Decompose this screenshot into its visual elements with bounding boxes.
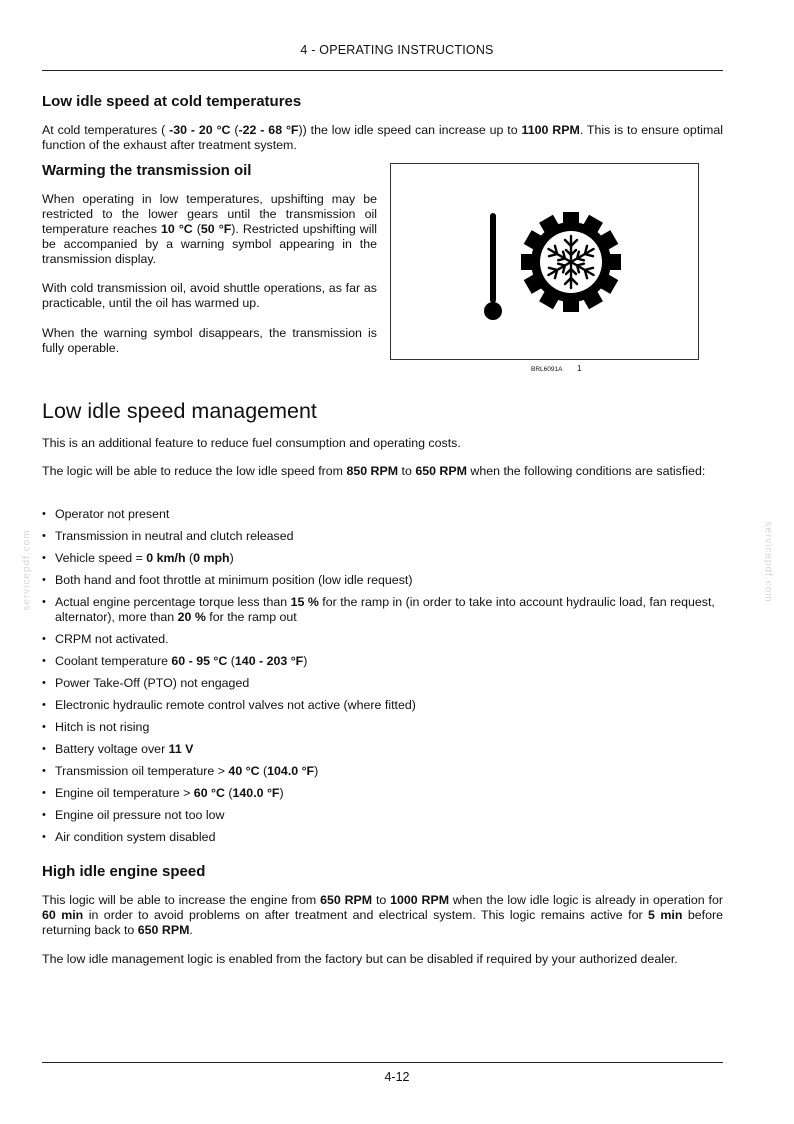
condition-item: • Battery voltage over 11 V <box>42 742 723 757</box>
watermark-left: servicepdf.com <box>21 529 33 611</box>
page-header-title: 4 - OPERATING INSTRUCTIONS <box>300 43 494 57</box>
bold-value: 60 °C <box>193 786 225 800</box>
bold-value: 0 mph <box>193 551 230 565</box>
paragraph-management-logic: The logic will be able to reduce the low idle speed from 850 RPM to 650 RPM when the following conditions are satisfied: <box>42 464 706 478</box>
bold-value: 140.0 °F <box>232 786 280 800</box>
condition-item: • Both hand and foot throttle at minimum position (low idle request) <box>42 573 723 588</box>
footer-rule <box>42 1062 723 1063</box>
bold-value: 850 RPM <box>346 464 399 478</box>
bold-value: 11 V <box>168 742 194 756</box>
paragraph-cold-idle: At cold temperatures ( -30 - 20 °C (-22 - 68 °F)) the low idle speed can increase up to 1100 RPM. This is to ensure optimal function of the exhaust after treatment system. <box>42 123 723 152</box>
bold-value: 104.0 °F <box>267 764 315 778</box>
condition-item: • Actual engine percentage torque less than 15 % for the ramp in (in order to take into account hydraulic load, fan request, alternator), more than 20 % for the ramp out <box>42 595 723 625</box>
bold-value: 0 km/h <box>146 551 186 565</box>
condition-item: • Coolant temperature 60 - 95 °C (140 - 203 °F) <box>42 654 723 669</box>
heading-warming-oil: Warming the transmission oil <box>42 162 252 179</box>
snowflake-gear-icon <box>521 212 621 312</box>
bold-value: 650 RPM <box>320 893 373 907</box>
bold-value: 40 °C <box>228 764 260 778</box>
bold-value: 60 min <box>42 908 84 922</box>
thermometer-icon <box>484 213 502 320</box>
condition-item: • Vehicle speed = 0 km/h (0 mph) <box>42 551 723 566</box>
condition-item: • Engine oil temperature > 60 °C (140.0 °F) <box>42 786 723 801</box>
bold-value: -22 - 68 °F <box>238 123 299 137</box>
condition-item: • CRPM not activated. <box>42 632 723 647</box>
conditions-list <box>42 507 723 852</box>
paragraph-warming-2: With cold transmission oil, avoid shuttle operations, as far as practicable, until the oil has warmed up. <box>42 281 377 310</box>
heading-cold-idle: Low idle speed at cold temperatures <box>42 93 302 110</box>
bold-value: 650 RPM <box>137 923 190 937</box>
bold-value: 60 - 95 °C <box>171 654 228 668</box>
bold-value: 1000 RPM <box>390 893 450 907</box>
paragraph-warming-3: When the warning symbol disappears, the transmission is fully operable. <box>42 326 377 355</box>
condition-item: • Electronic hydraulic remote control valves not active (where fitted) <box>42 698 723 713</box>
bold-value: 140 - 203 °F <box>234 654 304 668</box>
condition-item: • Transmission oil temperature > 40 °C (104.0 °F) <box>42 764 723 779</box>
paragraph-high-idle-2: The low idle management logic is enabled from the factory but can be disabled if required by your authorized dealer. <box>42 952 678 966</box>
paragraph-warming-1: When operating in low temperatures, upshifting may be restricted to the lower gears until the transmission oil temperature reaches 10 °C (50 °F). Restricted upshifting will be accompanied by a warning symbol appearing in the transmission display. <box>42 192 377 266</box>
paragraph-management-intro: This is an additional feature to reduce fuel consumption and operating costs. <box>42 436 461 450</box>
bold-value: 15 % <box>290 595 319 609</box>
condition-item: • Operator not present <box>42 507 723 522</box>
bold-value: -30 - 20 °C <box>169 123 231 137</box>
bold-value: 650 RPM <box>415 464 467 478</box>
bold-value: 10 °C <box>160 222 193 236</box>
heading-high-idle: High idle engine speed <box>42 863 206 880</box>
condition-item: • Engine oil pressure not too low <box>42 808 723 823</box>
condition-item: • Transmission in neutral and clutch released <box>42 529 723 544</box>
paragraph-high-idle-1: This logic will be able to increase the engine from 650 RPM to 1000 RPM when the low idle logic is already in operation for 60 min in order to avoid problems on after treatment and electrical system. This logic remains active for 5 min before returning back to 650 RPM. <box>42 893 723 937</box>
condition-item: • Hitch is not rising <box>42 720 723 735</box>
bold-value: 50 °F <box>200 222 232 236</box>
page-number: 4-12 <box>384 1070 410 1084</box>
condition-item: • Power Take-Off (PTO) not engaged <box>42 676 723 691</box>
header-rule <box>42 70 723 71</box>
figure-code: BRL6091A <box>531 366 563 373</box>
condition-item: • Air condition system disabled <box>42 830 723 845</box>
figure-number: 1 <box>577 364 582 373</box>
bold-value: 5 min <box>648 908 683 922</box>
figure-cold-warning-symbol <box>390 163 699 360</box>
heading-low-idle-management: Low idle speed management <box>42 399 317 423</box>
watermark-right: servicepdf.com <box>762 521 774 603</box>
bold-value: 20 % <box>177 610 206 624</box>
bold-value: 1100 RPM <box>521 123 580 137</box>
